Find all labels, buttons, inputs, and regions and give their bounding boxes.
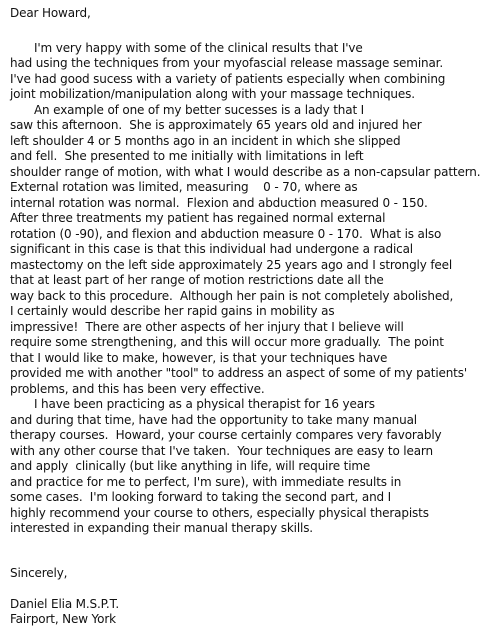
signature-name: Daniel Elia M.S.P.T. (10, 597, 119, 611)
body-line: highly recommend your course to others, especially physical therapists (10, 506, 429, 520)
body-line: I certainly would describe her rapid gains in mobility as (10, 304, 335, 318)
body-line: left shoulder 4 or 5 months ago in an incident in which she slipped (10, 134, 401, 148)
body-line: rotation (0 -90), and flexion and abduction measure 0 - 170. What is also (10, 227, 442, 241)
body-line: An example of one of my better sucesses is a lady that I (34, 103, 365, 117)
body-line: After three treatments my patient has regained normal external (10, 211, 386, 225)
body-line: saw this afternoon. She is approximately 65 years old and injured her (10, 118, 422, 132)
body-line: some cases. I'm looking forward to taking the second part, and I (10, 490, 392, 504)
body-line: with any other course that I've taken. Your techniques are easy to learn (10, 444, 433, 458)
body-line: and practice for me to perfect, I'm sure), with immediate results in (10, 475, 402, 489)
body-line: that I would like to make, however, is that your techniques have (10, 351, 388, 365)
body-line: shoulder range of motion, with what I would describe as a non-capsular pattern. (10, 165, 481, 179)
body-line: I've had good sucess with a variety of patients especially when combining (10, 72, 446, 86)
body-line: way back to this procedure. Although her pain is not completely abolished, (10, 289, 454, 303)
body-line: mastectomy on the left side approximately 25 years ago and I strongly feel (10, 258, 453, 272)
body-line: I'm very happy with some of the clinical results that I've (34, 41, 363, 55)
signature-location: Fairport, New York (10, 612, 116, 626)
body-line: therapy courses. Howard, your course certainly compares very favorably (10, 428, 442, 442)
body-line: and during that time, have had the opportunity to take many manual (10, 413, 417, 427)
body-line: and apply clinically (but like anything in life, will require time (10, 459, 371, 473)
body-line: require some strengthening, and this will occur more gradually. The point (10, 335, 444, 349)
body-line: provided me with another "tool" to address an aspect of some of my patients' (10, 366, 467, 380)
body-line: internal rotation was normal. Flexion and abduction measured 0 - 150. (10, 196, 428, 210)
body-line: External rotation was limited, measuring 0 - 70, where as (10, 180, 358, 194)
body-line: interested in expanding their manual therapy skills. (10, 521, 313, 535)
body-line: had using the techniques from your myofascial release massage seminar. (10, 56, 444, 70)
salutation: Dear Howard, (10, 6, 91, 20)
body-line: impressive! There are other aspects of her injury that I believe will (10, 320, 404, 334)
body-line: that at least part of her range of motion restrictions date all the (10, 273, 384, 287)
body-line: problems, and this has been very effective. (10, 382, 265, 396)
body-line: significant in this case is that this individual had undergone a radical (10, 242, 413, 256)
body-line: I have been practicing as a physical therapist for 16 years (34, 397, 375, 411)
closing: Sincerely, (10, 566, 68, 580)
body-line: and fell. She presented to me initially with limitations in left (10, 149, 364, 163)
body-line: joint mobilization/manipulation along with your massage techniques. (10, 87, 415, 101)
